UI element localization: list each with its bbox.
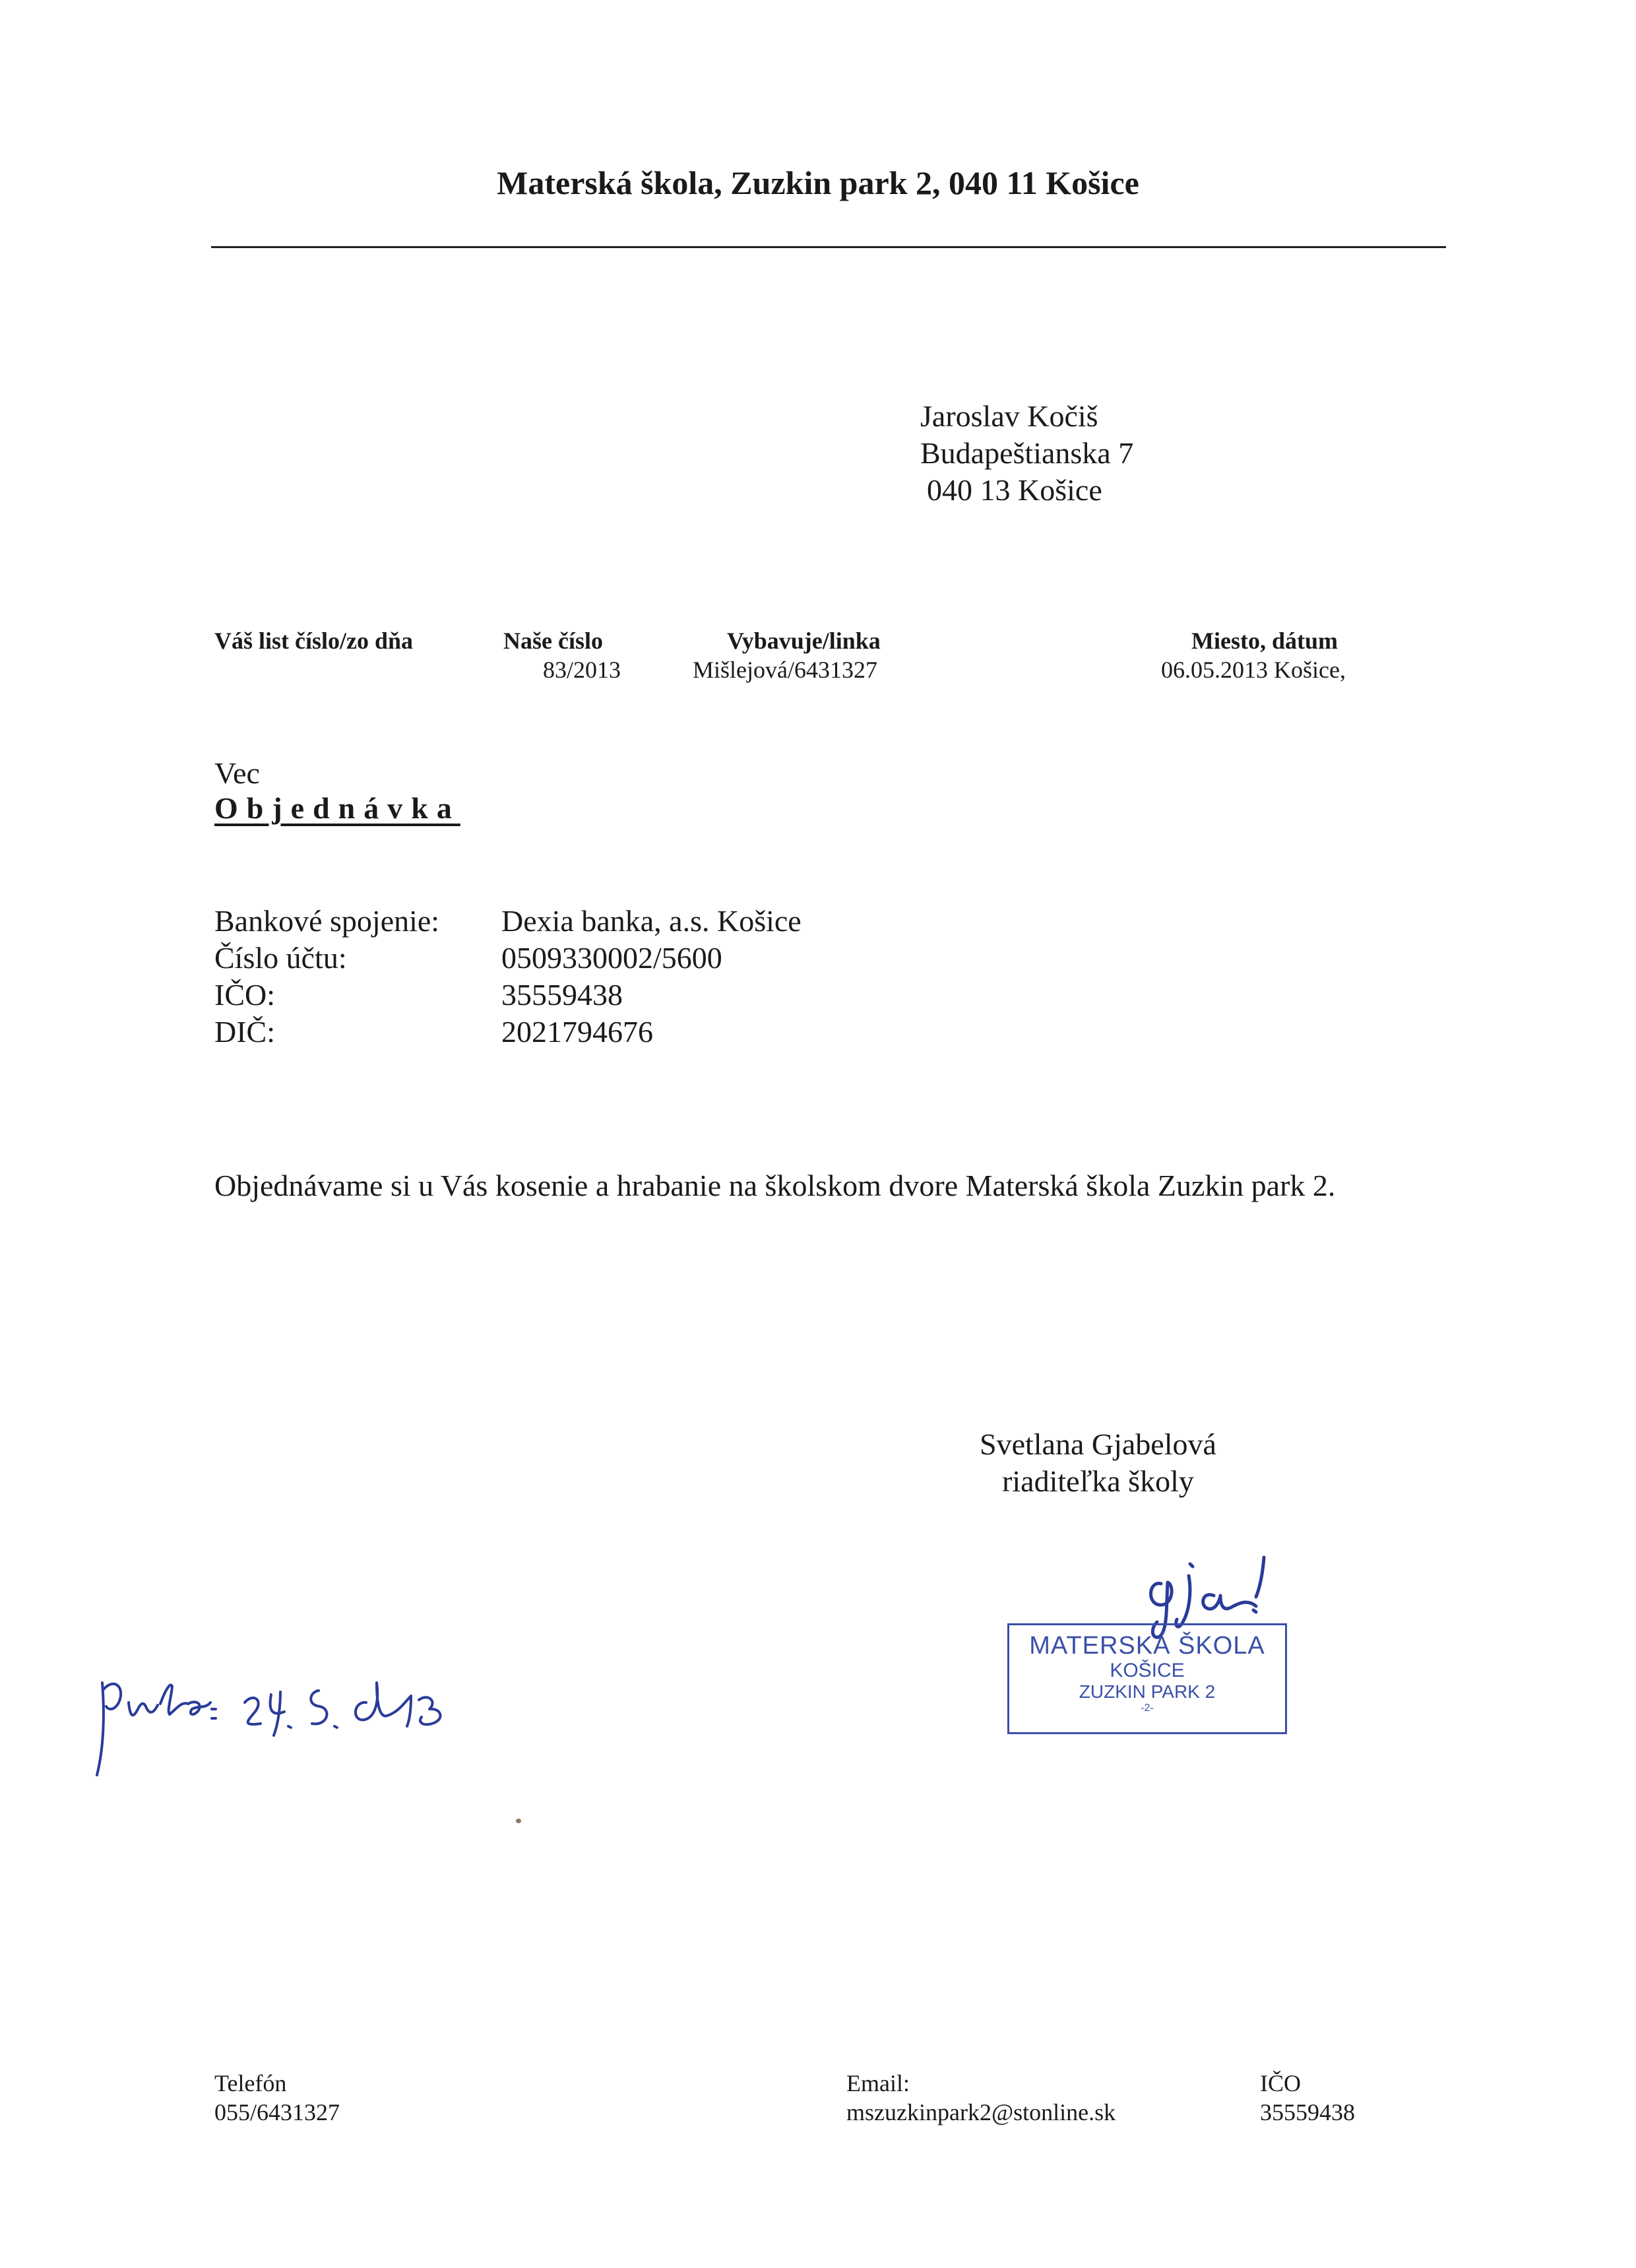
footer-phone-label: Telefón bbox=[214, 2070, 287, 2096]
stamp-line-3: ZUZKIN PARK 2 bbox=[1079, 1681, 1216, 1702]
footer-ico bbox=[1260, 2069, 1355, 2127]
ink-spot bbox=[516, 1819, 521, 1823]
bank-value: Dexia banka, a.s. Košice bbox=[501, 904, 802, 938]
footer-ico-value: 35559438 bbox=[1260, 2099, 1355, 2125]
place-date-label: Miesto, dátum bbox=[1191, 628, 1338, 654]
subject-label: Vec bbox=[214, 756, 260, 790]
footer-phone bbox=[214, 2069, 340, 2127]
header-divider bbox=[211, 246, 1446, 248]
your-letter-label: Váš list číslo/zo dňa bbox=[214, 628, 414, 654]
recipient-address bbox=[920, 398, 1133, 509]
bank-details bbox=[214, 903, 802, 1051]
account-value: 0509330002/5600 bbox=[501, 941, 722, 975]
subject-title: Objednávka bbox=[214, 791, 460, 825]
recipient-name: Jaroslav Kočiš bbox=[920, 399, 1098, 433]
our-number-label: Naše číslo bbox=[503, 628, 603, 654]
footer-email-value: mszuzkinpark2@stonline.sk bbox=[846, 2099, 1116, 2125]
order-body-text: Objednávame si u Vás kosenie a hrabanie na školskom dvore Materská škola Zuzkin park 2. bbox=[214, 1169, 1336, 1202]
ico-value: 35559438 bbox=[501, 978, 623, 1012]
dic-value: 2021794676 bbox=[501, 1015, 653, 1049]
bank-label: Bankové spojenie: bbox=[214, 904, 440, 938]
footer-phone-value: 055/6431327 bbox=[214, 2099, 340, 2125]
handled-by-label: Vybavuje/linka bbox=[727, 628, 881, 654]
school-stamp bbox=[1007, 1623, 1287, 1734]
stamp-line-1: MATERSKÁ ŠKOLA bbox=[1029, 1632, 1265, 1660]
footer-email-label: Email: bbox=[846, 2070, 910, 2096]
recipient-street: Budapeštianska 7 bbox=[920, 436, 1134, 470]
account-label: Číslo účtu: bbox=[214, 941, 347, 975]
bank-row bbox=[214, 903, 802, 940]
dic-row bbox=[214, 1014, 802, 1051]
ico-row bbox=[214, 977, 802, 1014]
signatory-block bbox=[980, 1426, 1216, 1500]
our-number-value: 83/2013 bbox=[543, 657, 621, 683]
footer-ico-label: IČO bbox=[1260, 2070, 1301, 2096]
account-row bbox=[214, 940, 802, 977]
handled-by-value: Mišlejová/6431327 bbox=[693, 657, 877, 683]
dic-label: DIČ: bbox=[214, 1015, 275, 1049]
letterhead: Materská škola, Zuzkin park 2, 040 11 Košice bbox=[497, 164, 1139, 201]
signatory-title: riaditeľka školy bbox=[1002, 1464, 1194, 1498]
recipient-city: 040 13 Košice bbox=[927, 473, 1102, 507]
footer-email bbox=[846, 2069, 1116, 2127]
place-date-value: 06.05.2013 Košice, bbox=[1161, 657, 1346, 683]
signatory-name: Svetlana Gjabelová bbox=[980, 1427, 1216, 1461]
handwritten-receipt-note bbox=[89, 1663, 458, 1782]
stamp-line-4: -2- bbox=[1141, 1702, 1154, 1714]
ico-label: IČO: bbox=[214, 978, 275, 1012]
stamp-line-2: KOŠICE bbox=[1110, 1660, 1185, 1681]
